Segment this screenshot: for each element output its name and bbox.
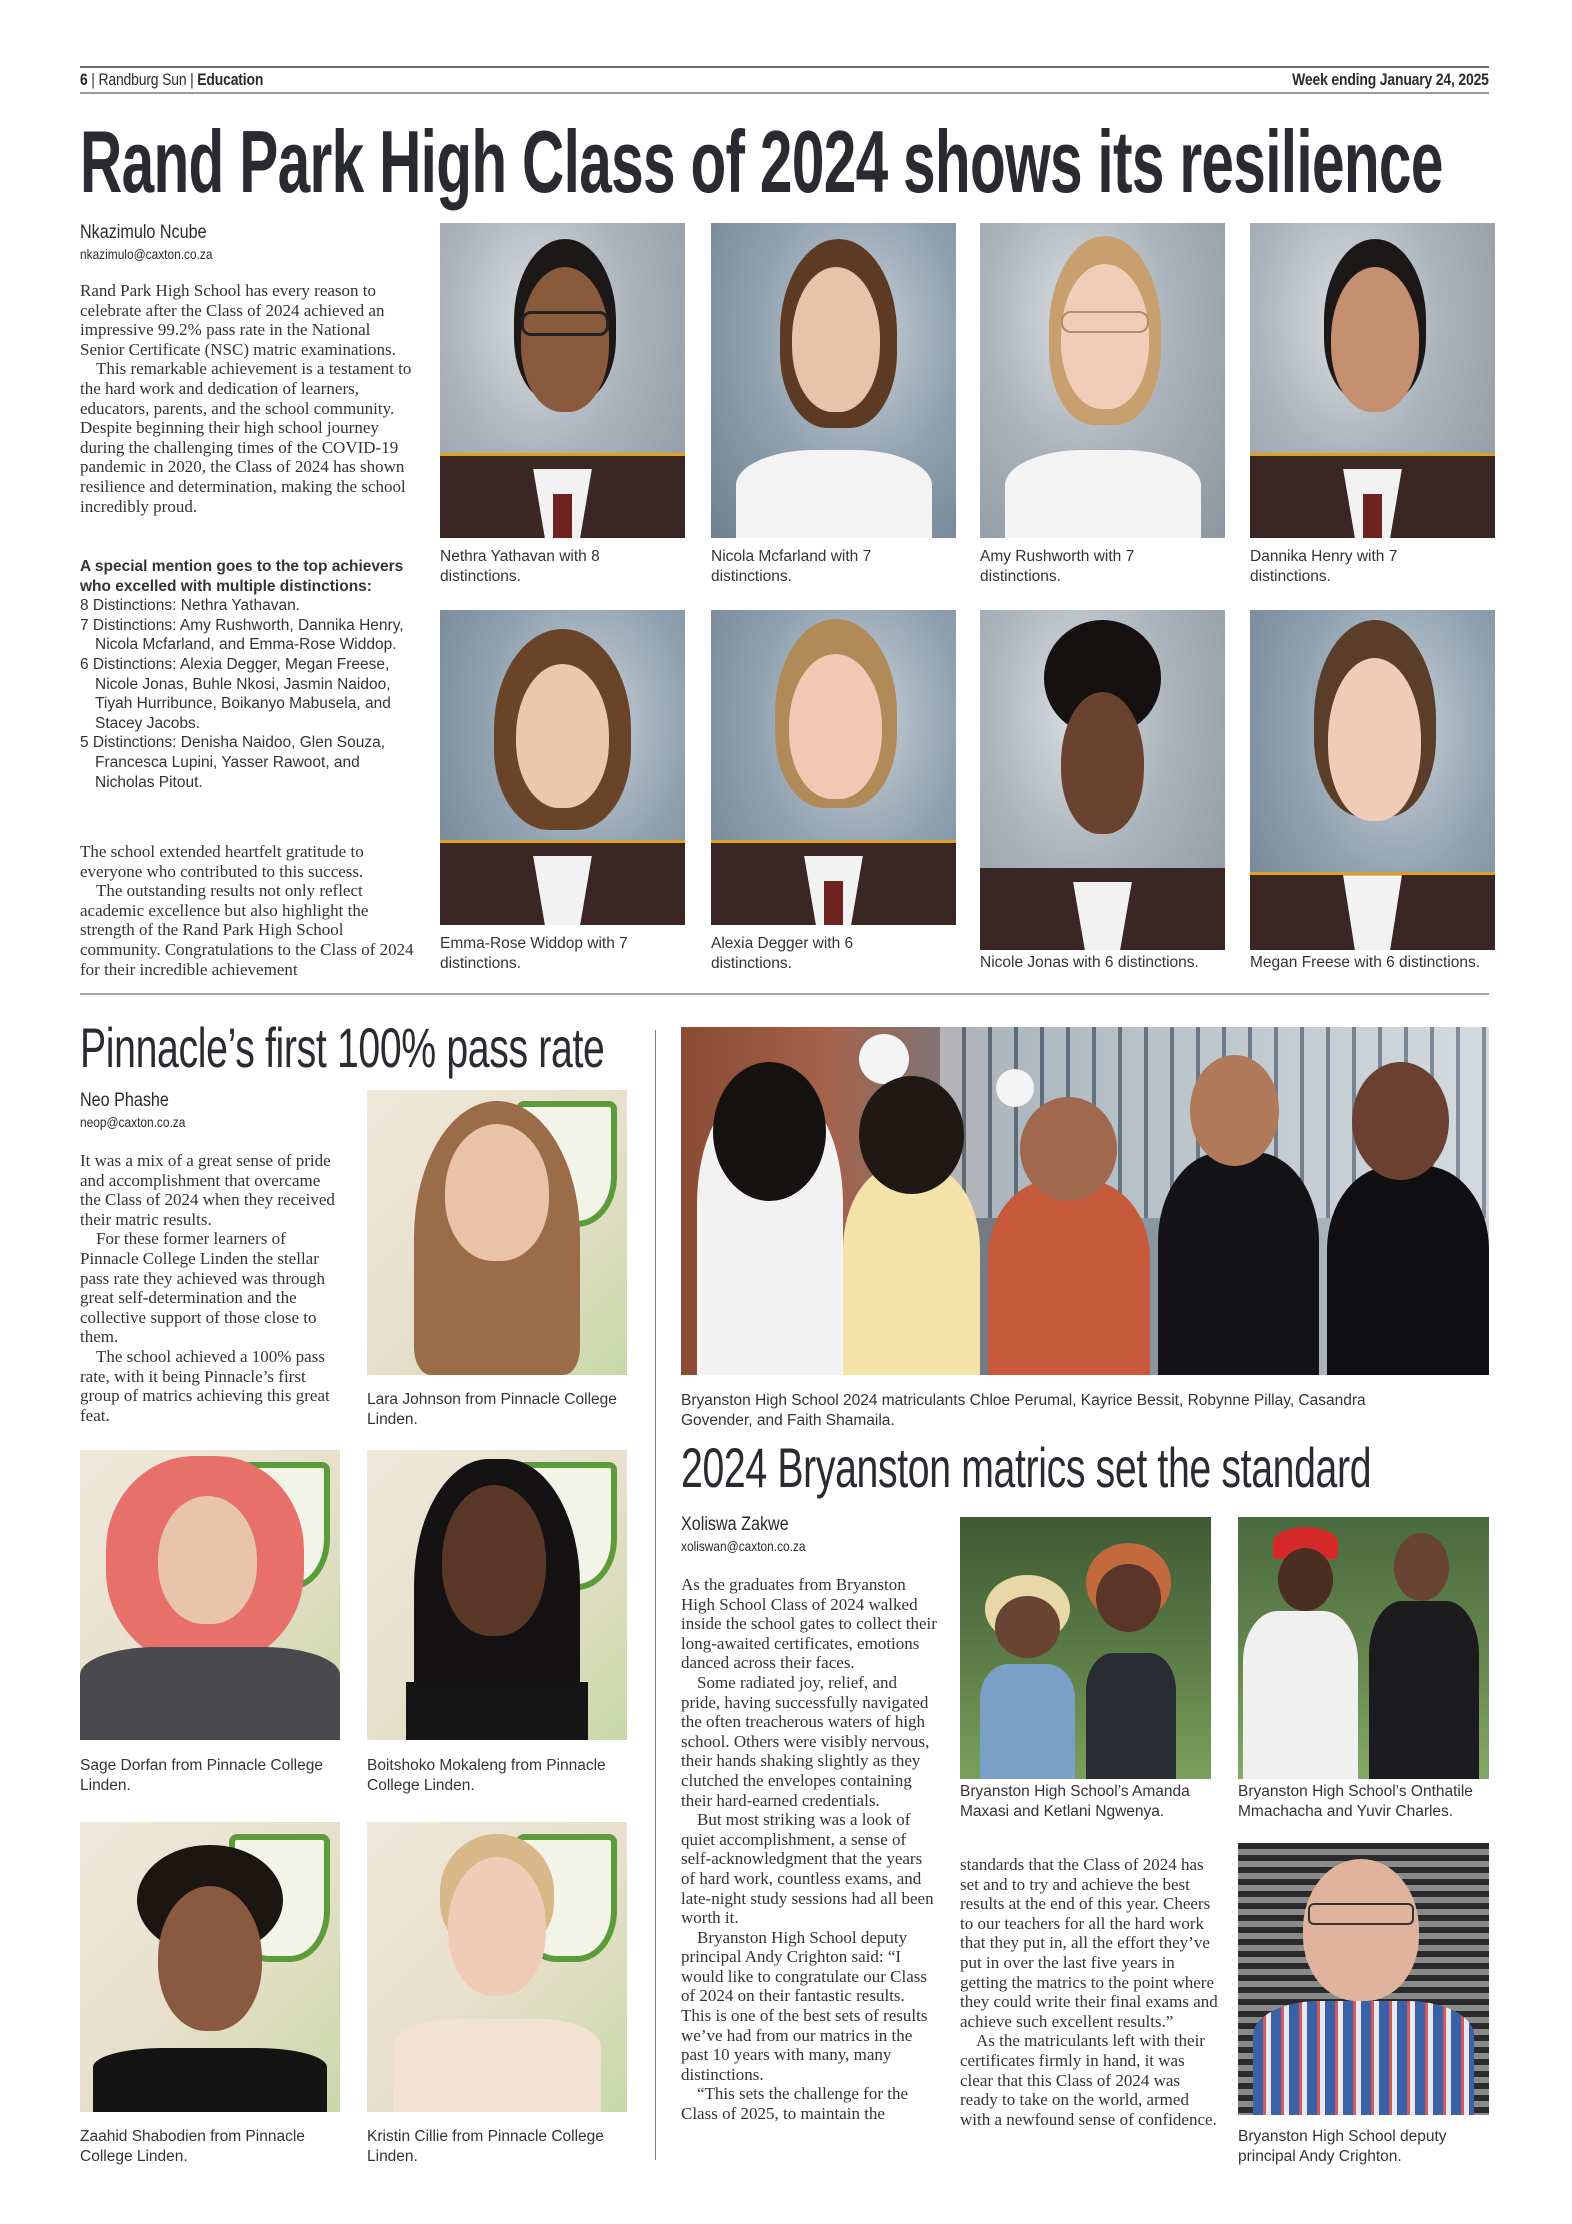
paragraph: “This sets the challenge for the Class of 2025, to maintain the [681,2084,909,2124]
story2-body [80,1151,345,1425]
issue-date: Week ending January 24, 2025 [1292,70,1489,89]
photo-onthatile-mmachacha-yuvir-charles [1238,1517,1489,1779]
story1-closing [80,842,415,979]
header-top-rule [80,66,1489,68]
photo-alexia-degger [711,610,956,925]
paragraph: Some radiated joy, relief, and pride, having successfully navigated the often treacherous waters of high school. Others were visibly nervous, their hands shaking slightly as they clutched the envelopes containing their hard-earned credentials. [681,1672,930,1810]
photo-lara-johnson [367,1090,627,1375]
caption: Dannika Henry with 7 distinctions. [1250,548,1398,585]
glasses-icon [521,311,609,336]
story3-headline: 2024 Bryanston matrics set the standard [681,1436,1372,1499]
caption: Amy Rushworth with 7 distinctions. [980,548,1135,585]
photo-nicola-mcfarland [711,223,956,538]
photo-sage-dorfan [80,1450,340,1740]
author-email[interactable]: nkazimulo@caxton.co.za [80,246,213,262]
caption: Nicola Mcfarland with 7 distinctions. [711,548,872,585]
caption: Nethra Yathavan with 8 distinctions. [440,548,600,585]
caption: Sage Dorfan from Pinnacle College Linden. [80,1757,323,1794]
caption: Emma-Rose Widdop with 7 distinctions. [440,935,628,972]
story1-body [80,281,415,516]
photo-zaahid-shabodien [80,1822,340,2112]
photo-nethra-yathavan [440,223,685,538]
photo-dannika-henry [1250,223,1495,538]
paragraph: The school extended heartfelt gratitude to everyone who contributed to this success. [80,842,364,881]
caption: Kristin Cillie from Pinnacle College Linden. [367,2128,604,2165]
section-name: Education [197,70,264,89]
column-divider [655,1030,656,2160]
paragraph: The school achieved a 100% pass rate, with it being Pinnacle’s first group of matrics achieving this great feat. [80,1346,330,1425]
paragraph: standards that the Class of 2024 has set and to try and achieve the best results at the end of this year. Cheers to our teachers for all the hard work that they put in, all the effort they’ve put in over the last five years in getting the matrics to the point where they could write their final exams and achieve such excellent results.” [960,1855,1218,2031]
photo-kristin-cillie [367,1822,627,2112]
paragraph: This remarkable achievement is a testament to the hard work and dedication of learners, educators, parents, and the school community. Despite beginning their high school journey during the challenging times of the COVID-19 pandemic in 2020, the Class of 2024 has shown resilience and determination, making the school incredibly proud. [80,359,412,516]
distinction-item: 6 Distinctions: Alexia Degger, Megan Freese, Nicole Jonas, Buhle Nkosi, Jasmin Naidoo, Tiyah Hurribunce, Boikanyo Mabusela, and Stacey Jacobs. [80,655,391,732]
paragraph: For these former learners of Pinnacle College Linden the stellar pass rate they achieved was through great self-determination and the collective support of those close to them. [80,1229,325,1347]
section-divider [80,993,1489,995]
lamp-icon [996,1069,1034,1107]
paragraph: As the matriculants left with their certificates firmly in hand, it was clear that this Class of 2024 was ready to take on the world, armed with a newfound sense of confidence. [960,2031,1217,2129]
story1-byline [80,222,236,262]
glasses-icon [1308,1903,1413,1925]
story3-byline [681,1514,828,1554]
caption: Bryanston High School’s Amanda Maxasi and Ketlani Ngwenya. [960,1783,1190,1820]
photo-boitshoko-mokaleng [367,1450,627,1740]
publication-name: Randburg Sun [98,70,187,89]
group-photo-caption: Bryanston High School 2024 matriculants Chloe Perumal, Kayrice Bessit, Robynne Pillay, Casandra Govender, and Faith Shamaila. [681,1392,1366,1429]
caption: Bryanston High School deputy principal Andy Crighton. [1238,2128,1447,2165]
author-name: Nkazimulo Ncube [80,222,207,243]
photo-nicole-jonas [980,610,1225,950]
photo-amy-rushworth [980,223,1225,538]
paragraph: It was a mix of a great sense of pride and accomplishment that overcame the Class of 2024 when they received their matric results. [80,1151,335,1229]
author-email[interactable]: xoliswan@caxton.co.za [681,1538,806,1554]
distinction-item: 8 Distinctions: Nethra Yathavan. [80,597,300,615]
story1-headline: Rand Park High Class of 2024 shows its resilience [80,112,1443,211]
paragraph: The outstanding results not only reflect academic excellence but also highlight the strength of the Rand Park High School community. Congratulations to the Class of 2024 for their incredible achievement [80,881,414,979]
author-email[interactable]: neop@caxton.co.za [80,1114,186,1130]
page-number: 6 [80,70,88,89]
paragraph: Bryanston High School deputy principal Andy Crighton said: “I would like to congratulate our Class of 2024 on their fantastic results. This is one of the best sets of results we’ve had from our matrics in the past 10 years with many, many distinctions. [681,1927,928,2084]
photo-bryanston-group [681,1027,1489,1375]
caption: Megan Freese with 6 distinctions. [1250,954,1481,971]
special-mention-heading: A special mention goes to the top achievers who excelled with multiple distinctions: [80,558,404,595]
paragraph: But most striking was a look of quiet accomplishment, a sense of self-acknowledgment that the years of hard work, countless exams, and late-night study sessions had all been worth it. [681,1810,934,1928]
paragraph: Rand Park High School has every reason to celebrate after the Class of 2024 achieved an impressive 99.2% pass rate in the National Senior Certificate (NSC) matric examinations. [80,281,396,359]
story3-column-1 [681,1575,937,2124]
glasses-icon [1061,311,1149,333]
caption: Boitshoko Mokaleng from Pinnacle College Linden. [367,1757,606,1794]
caption: Bryanston High School’s Onthatile Mmachacha and Yuvir Charles. [1238,1783,1473,1820]
photo-andy-crighton [1238,1843,1489,2115]
caption: Alexia Degger with 6 distinctions. [711,935,854,972]
photo-megan-freese [1250,610,1495,950]
header-bottom-rule [80,92,1489,94]
story3-column-2 [960,1855,1218,2129]
author-name: Xoliswa Zakwe [681,1514,789,1535]
story2-byline [80,1090,204,1130]
distinction-item: 7 Distinctions: Amy Rushworth, Dannika Henry, Nicola Mcfarland, and Emma-Rose Widdop. [80,616,404,654]
author-name: Neo Phashe [80,1090,169,1111]
photo-amanda-maxasi-ketlani-ngwenya [960,1517,1211,1779]
distinction-item: 5 Distinctions: Denisha Naidoo, Glen Souza, Francesca Lupini, Yasser Rawoot, and Nicholas Pitout. [80,734,385,791]
paragraph: As the graduates from Bryanston High School Class of 2024 walked inside the school gates to collect their long-awaited certificates, emotions danced across their faces. [681,1575,937,1673]
distinctions-list [80,557,420,792]
photo-emma-rose-widdop [440,610,685,925]
caption: Lara Johnson from Pinnacle College Linden. [367,1391,617,1428]
caption: Nicole Jonas with 6 distinctions. [980,954,1199,971]
caption: Zaahid Shabodien from Pinnacle College Linden. [80,2128,305,2165]
page-header-left: 6 | Randburg Sun | Education [80,70,264,89]
story2-headline: Pinnacle’s first 100% pass rate [80,1016,605,1079]
